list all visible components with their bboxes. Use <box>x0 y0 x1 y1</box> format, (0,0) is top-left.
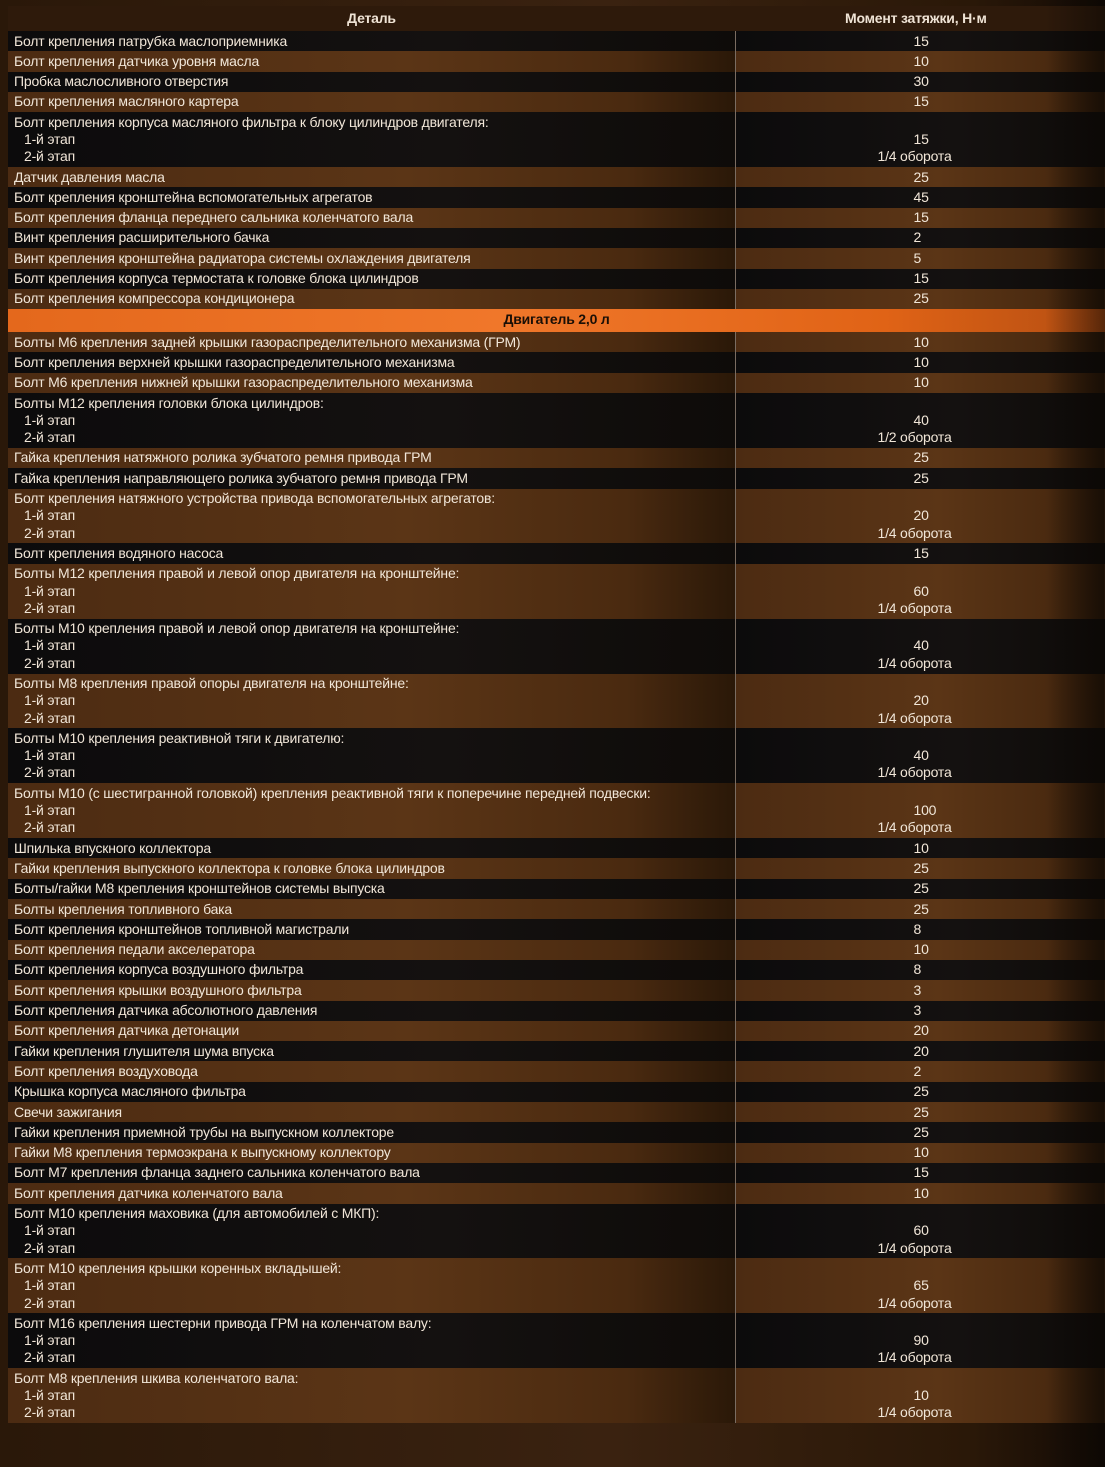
detail-cell <box>8 468 735 488</box>
table-row <box>8 187 1105 207</box>
torque-value: 60 <box>913 582 929 599</box>
table-row <box>8 31 1105 51</box>
table-row <box>8 1021 1105 1041</box>
detail-cell <box>8 899 735 919</box>
torque-cell <box>735 783 1105 838</box>
torque-value: 20 <box>913 1042 929 1059</box>
stage-label: 2-й этап <box>24 1239 76 1256</box>
table-row <box>8 468 1105 488</box>
torque-value: 2 <box>913 229 922 246</box>
table-row <box>8 783 1105 838</box>
detail-name: Болт крепления корпуса воздушного фильтра <box>14 961 304 978</box>
torque-blank <box>886 1205 1105 1222</box>
torque-cell <box>735 1061 1105 1081</box>
torque-value: 15 <box>913 544 929 561</box>
stage-label: 1-й этап <box>24 130 76 147</box>
torque-value: 25 <box>913 900 929 917</box>
torque-cell <box>735 1001 1105 1021</box>
torque-cell <box>735 112 1105 167</box>
detail-name: Болт М6 крепления нижней крышки газораспределительного механизма <box>14 374 473 391</box>
table-row <box>8 51 1105 71</box>
detail-name: Болт М16 крепления шестерни привода ГРМ на коленчатом валу: <box>14 1314 432 1331</box>
table-row <box>8 393 1105 448</box>
torque-cell <box>735 1204 1105 1259</box>
detail-cell <box>8 980 735 1000</box>
detail-name: Болт крепления компрессора кондиционера <box>14 290 295 307</box>
detail-cell <box>8 960 735 980</box>
detail-cell <box>8 228 735 248</box>
stage-label: 1-й этап <box>24 637 76 654</box>
stage-label: 2-й этап <box>24 819 76 836</box>
detail-cell <box>8 543 735 563</box>
torque-cell <box>735 489 1105 544</box>
detail-name: Гайки М8 крепления термоэкрана к выпускному коллектору <box>14 1144 391 1161</box>
detail-cell <box>8 269 735 289</box>
torque-cell <box>735 940 1105 960</box>
table-row <box>8 919 1105 939</box>
torque-value: 40 <box>913 411 929 428</box>
torque-cell <box>735 92 1105 112</box>
detail-cell <box>8 489 735 544</box>
detail-name: Болт крепления натяжного устройства привода вспомогательных агрегатов: <box>14 490 495 507</box>
torque-cell <box>735 393 1105 448</box>
detail-name: Болт крепления датчика детонации <box>14 1022 239 1039</box>
stage-label: 1-й этап <box>24 1277 76 1294</box>
table-row <box>8 228 1105 248</box>
stage-label: 2-й этап <box>24 709 76 726</box>
torque-cell <box>735 72 1105 92</box>
detail-cell <box>8 51 735 71</box>
torque-cell <box>735 1122 1105 1142</box>
table-row <box>8 352 1105 372</box>
detail-cell <box>8 373 735 393</box>
torque-cell <box>735 1082 1105 1102</box>
torque-table <box>8 6 1105 1423</box>
stage-label: 1-й этап <box>24 1332 76 1349</box>
torque-value: 60 <box>913 1222 929 1239</box>
torque-value: 1/4 оборота <box>877 819 952 836</box>
table-row <box>8 112 1105 167</box>
detail-name: Болт крепления кронштейнов топливной магистрали <box>14 920 349 937</box>
header-torque: Момент затяжки, Н·м <box>735 6 1105 31</box>
stage-label: 2-й этап <box>24 429 76 446</box>
torque-value: 1/4 оборота <box>877 709 952 726</box>
torque-cell <box>735 167 1105 187</box>
detail-name: Болт крепления корпуса термостата к головке блока цилиндров <box>14 270 419 287</box>
section-header-row <box>8 309 1105 332</box>
detail-name: Винт крепления кронштейна радиатора системы охлаждения двигателя <box>14 249 471 266</box>
torque-value: 25 <box>913 290 929 307</box>
detail-cell <box>8 1021 735 1041</box>
table-row <box>8 619 1105 674</box>
table-row <box>8 332 1105 352</box>
detail-cell <box>8 619 735 674</box>
torque-cell <box>735 248 1105 268</box>
torque-value: 20 <box>913 692 929 709</box>
table-row <box>8 838 1105 858</box>
torque-value: 25 <box>913 1083 929 1100</box>
detail-cell <box>8 838 735 858</box>
torque-cell <box>735 728 1105 783</box>
table-row <box>8 543 1105 563</box>
torque-cell <box>735 187 1105 207</box>
torque-blank <box>886 395 1105 412</box>
detail-cell <box>8 1163 735 1183</box>
header-detail: Деталь <box>8 6 735 31</box>
detail-cell <box>8 940 735 960</box>
table-body-top <box>8 31 1105 309</box>
torque-value: 1/4 оборота <box>877 1349 952 1366</box>
torque-value: 1/4 оборота <box>877 599 952 616</box>
stage-label: 2-й этап <box>24 654 76 671</box>
torque-cell <box>735 879 1105 899</box>
table-row <box>8 564 1105 619</box>
torque-value: 40 <box>913 637 929 654</box>
stage-label: 1-й этап <box>24 1222 76 1239</box>
detail-name: Болт М7 крепления фланца заднего сальника коленчатого вала <box>14 1164 420 1181</box>
torque-cell <box>735 619 1105 674</box>
torque-value: 10 <box>913 1386 929 1403</box>
detail-name: Болт крепления масляного картера <box>14 93 239 110</box>
detail-cell <box>8 448 735 468</box>
detail-name: Гайка крепления натяжного ролика зубчатого ремня привода ГРМ <box>14 449 432 466</box>
detail-name: Болт крепления патрубка маслоприемника <box>14 32 288 49</box>
table-row <box>8 940 1105 960</box>
torque-blank <box>886 114 1105 131</box>
detail-cell <box>8 208 735 228</box>
torque-blank <box>886 1315 1105 1332</box>
table-row <box>8 1143 1105 1163</box>
torque-cell <box>735 1368 1105 1423</box>
torque-value: 15 <box>913 93 929 110</box>
torque-value: 90 <box>913 1332 929 1349</box>
torque-blank <box>886 730 1105 747</box>
torque-value: 10 <box>913 52 929 69</box>
table-row <box>8 879 1105 899</box>
torque-value: 1/4 оборота <box>877 764 952 781</box>
torque-cell <box>735 980 1105 1000</box>
detail-cell <box>8 919 735 939</box>
stage-label: 1-й этап <box>24 582 76 599</box>
detail-cell <box>8 564 735 619</box>
detail-cell <box>8 167 735 187</box>
torque-value: 10 <box>913 1184 929 1201</box>
torque-cell <box>735 1143 1105 1163</box>
torque-value: 15 <box>913 130 929 147</box>
torque-cell <box>735 1258 1105 1313</box>
torque-value: 10 <box>913 839 929 856</box>
table-row <box>8 208 1105 228</box>
torque-value: 1/4 оборота <box>877 654 952 671</box>
detail-cell <box>8 1368 735 1423</box>
detail-cell <box>8 1082 735 1102</box>
stage-label: 2-й этап <box>24 1404 76 1421</box>
torque-value: 45 <box>913 188 929 205</box>
table-row <box>8 728 1105 783</box>
detail-name: Болт М10 крепления крышки коренных вкладышей: <box>14 1259 342 1276</box>
stage-label: 1-й этап <box>24 802 76 819</box>
torque-value: 100 <box>913 802 937 819</box>
torque-cell <box>735 960 1105 980</box>
torque-cell <box>735 1041 1105 1061</box>
detail-cell <box>8 1061 735 1081</box>
stage-label: 2-й этап <box>24 148 76 165</box>
torque-cell <box>735 564 1105 619</box>
detail-name: Болт крепления кронштейна вспомогательных агрегатов <box>14 188 373 205</box>
detail-name: Болты/гайки М8 крепления кронштейнов системы выпуска <box>14 880 385 897</box>
detail-cell <box>8 728 735 783</box>
detail-name: Гайка крепления направляющего ролика зубчатого ремня привода ГРМ <box>14 469 468 486</box>
detail-cell <box>8 112 735 167</box>
detail-cell <box>8 187 735 207</box>
detail-cell <box>8 1204 735 1259</box>
torque-cell <box>735 208 1105 228</box>
stage-label: 2-й этап <box>24 524 76 541</box>
detail-name: Пробка маслосливного отверстия <box>14 73 229 90</box>
table-row <box>8 1313 1105 1368</box>
table-body-engine <box>8 332 1105 1423</box>
detail-name: Болт крепления корпуса масляного фильтра к блоку цилиндров двигателя: <box>14 113 489 130</box>
torque-value: 2 <box>913 1062 922 1079</box>
detail-cell <box>8 352 735 372</box>
torque-value: 1/4 оборота <box>877 1404 952 1421</box>
detail-name: Болт крепления датчика уровня масла <box>14 52 260 69</box>
table-row <box>8 1204 1105 1259</box>
torque-value: 20 <box>913 507 929 524</box>
detail-name: Болты М8 крепления правой опоры двигателя на кронштейне: <box>14 675 409 691</box>
torque-cell <box>735 51 1105 71</box>
torque-blank <box>886 565 1105 582</box>
torque-value: 25 <box>913 880 929 897</box>
table-row <box>8 167 1105 187</box>
torque-value: 25 <box>913 449 929 466</box>
torque-value: 8 <box>913 920 922 937</box>
detail-name: Болты крепления топливного бака <box>14 900 232 917</box>
torque-cell <box>735 838 1105 858</box>
detail-name: Гайки крепления выпускного коллектора к головке блока цилиндров <box>14 859 445 876</box>
torque-cell <box>735 674 1105 729</box>
detail-cell <box>8 1122 735 1142</box>
torque-blank <box>886 675 1105 692</box>
detail-cell <box>8 1001 735 1021</box>
section-title: Двигатель 2,0 л <box>8 309 1105 332</box>
torque-value: 10 <box>913 333 929 350</box>
detail-name: Болт крепления фланца переднего сальника коленчатого вала <box>14 209 414 226</box>
torque-cell <box>735 1021 1105 1041</box>
torque-value: 40 <box>913 747 929 764</box>
stage-label: 1-й этап <box>24 507 76 524</box>
torque-cell <box>735 269 1105 289</box>
torque-value: 3 <box>913 1002 922 1019</box>
table-row <box>8 1082 1105 1102</box>
section-engine <box>8 309 1105 332</box>
torque-value: 15 <box>913 1164 929 1181</box>
table-row <box>8 489 1105 544</box>
detail-name: Датчик давления масла <box>14 168 165 185</box>
detail-name: Болты М10 (с шестигранной головкой) крепления реактивной тяги к поперечине передней подвески: <box>14 784 651 801</box>
table-row <box>8 1041 1105 1061</box>
detail-name: Болты М6 крепления задней крышки газораспределительного механизма (ГРМ) <box>14 333 521 350</box>
detail-cell <box>8 1313 735 1368</box>
torque-value: 25 <box>913 168 929 185</box>
table-row <box>8 373 1105 393</box>
stage-label: 2-й этап <box>24 1349 76 1366</box>
torque-blank <box>886 490 1105 507</box>
table-row <box>8 674 1105 729</box>
torque-cell <box>735 373 1105 393</box>
torque-blank <box>886 1260 1105 1277</box>
detail-cell <box>8 674 735 729</box>
detail-name: Болт М10 крепления маховика (для автомобилей с МКП): <box>14 1205 380 1222</box>
torque-value: 15 <box>913 270 929 287</box>
stage-label: 2-й этап <box>24 1294 76 1311</box>
detail-cell <box>8 1102 735 1122</box>
torque-value: 20 <box>913 1022 929 1039</box>
table-row <box>8 858 1105 878</box>
table-row <box>8 960 1105 980</box>
torque-cell <box>735 1183 1105 1203</box>
table-row <box>8 92 1105 112</box>
detail-name: Винт крепления расширительного бачка <box>14 229 270 246</box>
detail-cell <box>8 879 735 899</box>
stage-label: 2-й этап <box>24 599 76 616</box>
torque-cell <box>735 858 1105 878</box>
detail-cell <box>8 858 735 878</box>
torque-blank <box>886 620 1105 637</box>
detail-name: Болты М10 крепления правой и левой опор двигателя на кронштейне: <box>14 620 460 637</box>
torque-value: 1/4 оборота <box>877 1294 952 1311</box>
torque-value: 10 <box>913 1144 929 1161</box>
torque-value: 8 <box>913 961 922 978</box>
torque-value: 25 <box>913 1103 929 1120</box>
table-row <box>8 1102 1105 1122</box>
torque-cell <box>735 228 1105 248</box>
detail-cell <box>8 332 735 352</box>
torque-value: 1/4 оборота <box>877 1239 952 1256</box>
detail-name: Гайки крепления приемной трубы на выпускном коллекторе <box>14 1123 394 1140</box>
torque-value: 25 <box>913 859 929 876</box>
torque-value: 3 <box>913 981 922 998</box>
table-header-row <box>8 6 1105 31</box>
stage-label: 1-й этап <box>24 692 76 709</box>
stage-label: 2-й этап <box>24 764 76 781</box>
table-row <box>8 899 1105 919</box>
detail-name: Болты М10 крепления реактивной тяги к двигателю: <box>14 729 345 746</box>
torque-cell <box>735 448 1105 468</box>
torque-value: 1/2 оборота <box>877 429 952 446</box>
torque-value: 25 <box>913 1123 929 1140</box>
torque-blank <box>886 1370 1105 1387</box>
torque-blank <box>886 785 1105 802</box>
detail-name: Болт крепления крышки воздушного фильтра <box>14 981 302 998</box>
torque-value: 15 <box>913 32 929 49</box>
torque-cell <box>735 543 1105 563</box>
detail-cell <box>8 1041 735 1061</box>
torque-value: 10 <box>913 374 929 391</box>
torque-value: 1/4 оборота <box>877 524 952 541</box>
stage-label: 1-й этап <box>24 747 76 764</box>
table-row <box>8 980 1105 1000</box>
detail-name: Крышка корпуса масляного фильтра <box>14 1083 246 1100</box>
detail-name: Шпилька впускного коллектора <box>14 839 211 856</box>
table-row <box>8 1122 1105 1142</box>
torque-cell <box>735 468 1105 488</box>
torque-cell <box>735 1163 1105 1183</box>
table-row <box>8 1368 1105 1423</box>
detail-cell <box>8 289 735 309</box>
table-row <box>8 269 1105 289</box>
torque-cell <box>735 31 1105 51</box>
detail-name: Свечи зажигания <box>14 1103 122 1120</box>
table-row <box>8 1258 1105 1313</box>
torque-cell <box>735 1313 1105 1368</box>
torque-cell <box>735 919 1105 939</box>
torque-cell <box>735 1102 1105 1122</box>
torque-value: 15 <box>913 209 929 226</box>
detail-name: Болт крепления верхней крышки газораспределительного механизма <box>14 353 455 370</box>
detail-name: Болт крепления педали акселератора <box>14 941 255 958</box>
torque-cell <box>735 899 1105 919</box>
detail-cell <box>8 92 735 112</box>
detail-cell <box>8 393 735 448</box>
detail-name: Болты М12 крепления правой и левой опор двигателя на кронштейне: <box>14 565 460 582</box>
detail-name: Болты М12 крепления головки блока цилиндров: <box>14 394 324 411</box>
torque-value: 25 <box>913 469 929 486</box>
torque-cell <box>735 332 1105 352</box>
detail-cell <box>8 1143 735 1163</box>
table-row <box>8 1183 1105 1203</box>
torque-value: 10 <box>913 941 929 958</box>
table-row <box>8 72 1105 92</box>
torque-value: 10 <box>913 353 929 370</box>
detail-cell <box>8 1258 735 1313</box>
torque-value: 5 <box>913 249 922 266</box>
detail-cell <box>8 72 735 92</box>
detail-name: Болт крепления воздуховода <box>14 1062 198 1079</box>
table-row <box>8 1061 1105 1081</box>
table-row <box>8 448 1105 468</box>
detail-cell <box>8 31 735 51</box>
table-row <box>8 1001 1105 1021</box>
torque-value: 1/4 оборота <box>877 148 952 165</box>
stage-label: 1-й этап <box>24 411 76 428</box>
table-row <box>8 1163 1105 1183</box>
detail-cell <box>8 1183 735 1203</box>
detail-cell <box>8 783 735 838</box>
detail-name: Гайки крепления глушителя шума впуска <box>14 1042 274 1059</box>
torque-cell <box>735 352 1105 372</box>
detail-name: Болт крепления водяного насоса <box>14 544 224 561</box>
detail-cell <box>8 248 735 268</box>
torque-value: 30 <box>913 73 929 90</box>
torque-value: 65 <box>913 1277 929 1294</box>
table-row <box>8 289 1105 309</box>
stage-label: 1-й этап <box>24 1386 76 1403</box>
detail-name: Болт крепления датчика абсолютного давления <box>14 1002 318 1019</box>
torque-cell <box>735 289 1105 309</box>
detail-name: Болт М8 крепления шкива коленчатого вала: <box>14 1369 299 1386</box>
detail-name: Болт крепления датчика коленчатого вала <box>14 1184 283 1201</box>
table-row <box>8 248 1105 268</box>
